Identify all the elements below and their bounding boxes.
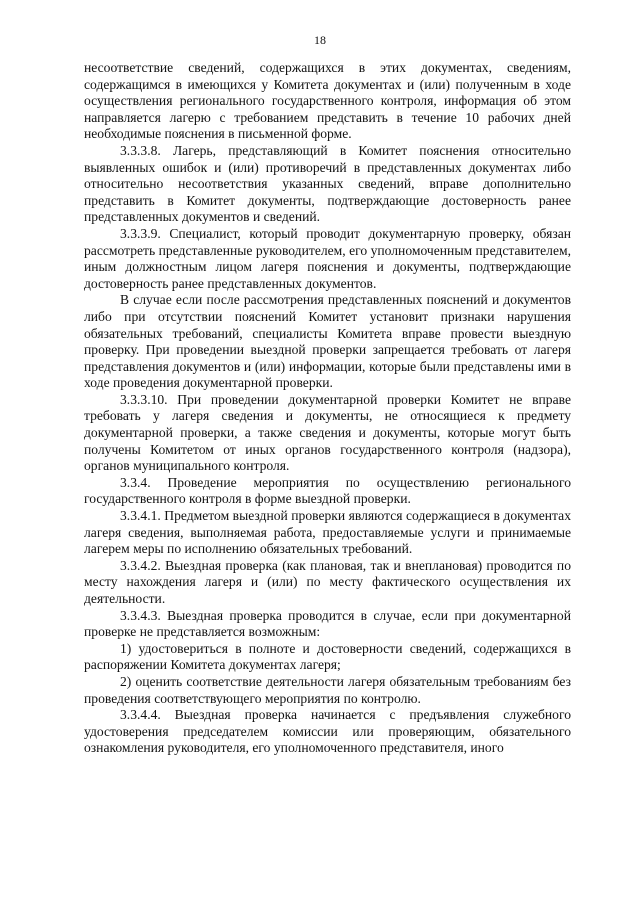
document-body xyxy=(84,60,571,757)
page-number: 18 xyxy=(314,33,326,47)
paragraph-continuation: несоответствие сведений, содержащихся в этих документах, сведениям, содержащимся в имеющихся у Комитета документах и (или) полученным в ходе осуществления регионального государственного контроля, информация об этом направляется лагерю с требованием представить в течение 10 рабочих дней необходимые пояснения в письменной форме. xyxy=(84,60,571,142)
paragraph-3-3-3-9: 3.3.3.9. Специалист, который проводит документарную проверку, обязан рассмотреть представленные руководителем, его уполномоченным представителем, иным должностным лицом лагеря пояснения и документы, подтверждающие достоверность ранее представленных документов. xyxy=(84,225,571,291)
paragraph-inspection-case: В случае если после рассмотрения представленных пояснений и документов либо при отсутствии пояснений Комитет установит признаки нарушения обязательных требований, специалисты Комитета вправе провести выездную проверку. При проведении выездной проверки запрещается требовать от лагеря представления документов и (или) информации, которые были представлены ими в ходе проведения документарной проверки. xyxy=(84,292,571,391)
paragraph-3-3-4-1: 3.3.4.1. Предметом выездной проверки являются содержащиеся в документах лагеря сведения, выполняемая работа, предоставляемые услуги и принимаемые лагерем меры по исполнению обязательных требований. xyxy=(84,508,571,557)
paragraph-3-3-3-8: 3.3.3.8. Лагерь, представляющий в Комитет пояснения относительно выявленных ошибок и (или) противоречий в представленных документах либо относительно несоответствия указанных сведений, вправе дополнительно представить в Комитет документы, подтверждающие достоверность ранее представленных документов и сведений. xyxy=(84,142,571,225)
paragraph-3-3-4: 3.3.4. Проведение мероприятия по осуществлению регионального государственного контроля в форме выездной проверки. xyxy=(84,474,571,507)
paragraph-3-3-4-4: 3.3.4.4. Выездная проверка начинается с предъявления служебного удостоверения председателем комиссии или проверяющим, обязательного ознакомления руководителя, его уполномоченного представителя, иного xyxy=(84,707,571,756)
paragraph-3-3-4-2: 3.3.4.2. Выездная проверка (как плановая, так и внеплановая) проводится по месту нахождения лагеря и (или) по месту фактического осуществления их деятельности. xyxy=(84,557,571,606)
paragraph-3-3-3-10: 3.3.3.10. При проведении документарной проверки Комитет не вправе требовать у лагеря сведения и документы, не относящиеся к предмету документарной проверки, а также сведения и документы, которые могут быть получены Комитетом от иных органов государственного контроля (надзора), органов муниципального контроля. xyxy=(84,391,571,474)
paragraph-3-3-4-3: 3.3.4.3. Выездная проверка проводится в случае, если при документарной проверке не представляется возможным: xyxy=(84,607,571,640)
list-item-2: 2) оценить соответствие деятельности лагеря обязательным требованиям без проведения соответствующего мероприятия по контролю. xyxy=(84,673,571,706)
list-item-1: 1) удостовериться в полноте и достоверности сведений, содержащихся в распоряжении Комитета документах лагеря; xyxy=(84,640,571,673)
